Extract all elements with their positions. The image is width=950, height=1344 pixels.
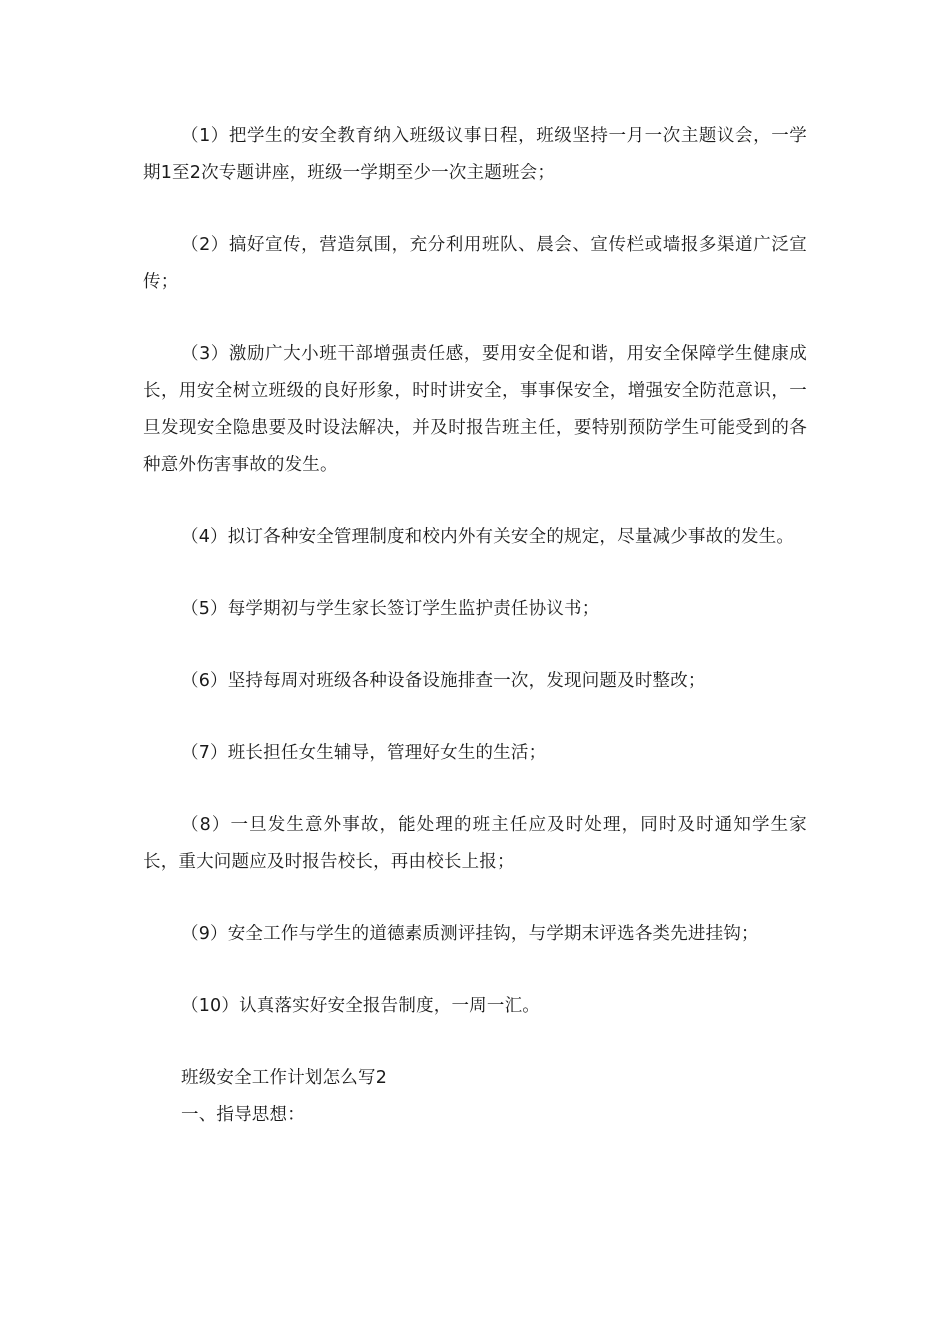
paragraph-1: （1）把学生的安全教育纳入班级议事日程，班级坚持一月一次主题议会，一学期1至2次专题讲座，班级一学期至少一次主题班会； [143,126,807,183]
paragraph-10: （10）认真落实好安全报告制度，一周一汇。 [181,996,540,1016]
paragraph-7: （7）班长担任女生辅导，管理好女生的生活； [181,743,547,763]
paragraph-4: （4）拟订各种安全管理制度和校内外有关安全的规定，尽量减少事故的发生。 [181,527,795,547]
paragraph-8: （8）一旦发生意外事故，能处理的班主任应及时处理，同时及时通知学生家长，重大问题应及时报告校长，再由校长上报； [143,815,807,872]
paragraph-5: （5）每学期初与学生家长签订学生监护责任协议书； [181,599,600,619]
document-body [143,118,807,1134]
paragraph-9: （9）安全工作与学生的道德素质测评挂钩，与学期末评选各类先进挂钩； [181,924,759,944]
paragraph-6: （6）坚持每周对班级各种设备设施排查一次，发现问题及时整改； [181,671,706,691]
paragraph-2: （2）搞好宣传，营造氛围，充分利用班队、晨会、宣传栏或墙报多渠道广泛宣传； [143,235,807,292]
section-title: 班级安全工作计划怎么写2 [181,1068,388,1088]
paragraph-3: （3）激励广大小班干部增强责任感，要用安全促和谐，用安全保障学生健康成长，用安全树立班级的良好形象，时时讲安全，事事保安全，增强安全防范意识，一旦发现安全隐患要及时设法解决，并及时报告班主任，要特别预防学生可能受到的各种意外伤害事故的发生。 [143,344,807,475]
subheading: 一、指导思想： [181,1105,305,1125]
